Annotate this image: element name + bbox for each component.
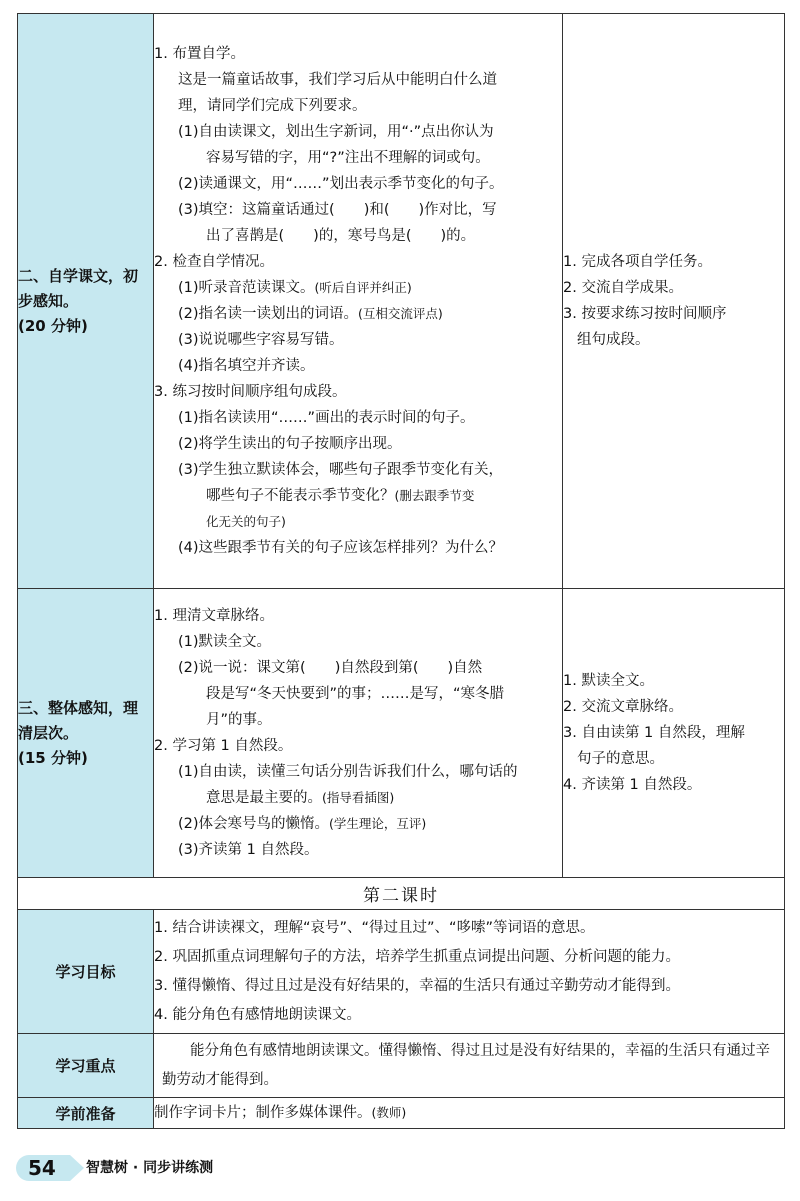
- activity-line: (4)指名填空并齐读。: [178, 358, 315, 374]
- page-footer: [16, 1149, 256, 1189]
- prep-text: 制作字词卡片；制作多媒体课件。: [154, 1105, 372, 1121]
- activity-heading: 1. 布置自学。: [154, 46, 245, 62]
- activity-line: 出了喜鹊是( )的，寒号鸟是( )的。: [206, 228, 476, 244]
- goals-content: [154, 910, 785, 1034]
- section-title: 第二课时: [18, 878, 785, 910]
- goal-item: 4. 能分角色有感情地朗读课文。: [154, 1006, 361, 1023]
- prep-line: [154, 1098, 784, 1128]
- focus-row: [18, 1034, 785, 1098]
- student-task: 2. 交流自学成果。: [563, 280, 683, 296]
- student-task: 1. 完成各项自学任务。: [563, 254, 712, 270]
- activity-line: [154, 301, 562, 327]
- activity-line: 这是一篇童话故事，我们学习后从中能明白什么道: [178, 72, 497, 88]
- activity-line: (3)说说哪些字容易写错。: [178, 332, 344, 348]
- activity-line: (2)读通课文，用“……”划出表示季节变化的句子。: [178, 176, 504, 192]
- activity-line: (1)指名读读用“……”画出的表示时间的句子。: [178, 410, 475, 426]
- stage-title-line: 三、整体感知，理: [18, 698, 139, 717]
- focus-content: [154, 1034, 785, 1098]
- section-header-row: [18, 878, 785, 910]
- stage-title-line: 步感知。: [18, 291, 79, 310]
- activity-line: (2)说一说：课文第( )自然段到第( )自然: [178, 660, 483, 676]
- page-number: 54: [28, 1156, 56, 1180]
- student-activities: [563, 589, 785, 878]
- student-task: 1. 默读全文。: [563, 673, 654, 689]
- activity-line: [154, 483, 562, 509]
- activity-heading: 2. 学习第 1 自然段。: [154, 738, 293, 754]
- activity-line: [154, 275, 562, 301]
- activity-line: 理，请同学们完成下列要求。: [178, 98, 367, 114]
- activity-note: (删去跟季节变: [394, 488, 475, 503]
- activity-line: 月”的事。: [206, 712, 272, 728]
- student-task: 3. 自由读第 1 自然段，理解: [563, 725, 745, 741]
- student-task: 3. 按要求练习按时间顺序: [563, 306, 727, 322]
- activity-note: (学生理论，互评): [329, 816, 427, 831]
- prep-content: [154, 1098, 785, 1129]
- activity-heading: 1. 理清文章脉络。: [154, 608, 274, 624]
- student-activities: [563, 14, 785, 589]
- stage-title-line: 二、自学课文，初: [18, 266, 139, 285]
- activity-line: 段是写“冬天快要到”的事；……是写，“寒冬腊: [206, 686, 505, 702]
- activity-line: (3)学生独立默读体会，哪些句子跟季节变化有关，: [178, 462, 504, 478]
- teacher-activities: [154, 589, 563, 878]
- stage-title-line: 清层次。: [18, 723, 79, 742]
- goal-item: 3. 懂得懒惰、得过且过是没有好结果的，幸福的生活只有通过辛勤劳动才能得到。: [154, 977, 680, 994]
- activity-line: [154, 785, 562, 811]
- student-task: 4. 齐读第 1 自然段。: [563, 777, 702, 793]
- activity-text: (2)体会寒号鸟的懒惰。: [178, 816, 330, 832]
- goal-item: 1. 结合讲读裸文，理解“哀号”、“得过且过”、“哆嗦”等词语的意思。: [154, 919, 595, 936]
- activity-note: (听后自评并纠正): [314, 280, 412, 295]
- activity-line: 容易写错的字，用“?”注出不理解的词或句。: [206, 150, 490, 166]
- goal-item: 2. 巩固抓重点词理解句子的方法，培养学生抓重点词提出问题、分析问题的能力。: [154, 948, 680, 965]
- activity-line: (3)齐读第 1 自然段。: [178, 842, 319, 858]
- activity-line: (1)默读全文。: [178, 634, 272, 650]
- teacher-activities: [154, 14, 563, 589]
- stage-row-self-study: [18, 14, 785, 589]
- book-brand: 智慧树 · 同步讲练测: [86, 1160, 214, 1176]
- student-task: 句子的意思。: [577, 751, 664, 767]
- student-task: 组句成段。: [577, 332, 650, 348]
- activity-text: (1)听录音范读课文。: [178, 280, 315, 296]
- goals-row: [18, 910, 785, 1034]
- activity-note: (指导看插图): [322, 790, 395, 805]
- prep-row: [18, 1098, 785, 1129]
- activity-line: (2)将学生读出的句子按顺序出现。: [178, 436, 402, 452]
- prep-label: 学前准备: [18, 1098, 154, 1129]
- stage-row-overall-perception: [18, 589, 785, 878]
- lesson-plan-table: [17, 13, 785, 1129]
- stage-label: [18, 14, 154, 589]
- activity-text: 意思是最主要的。: [206, 790, 322, 806]
- activity-heading: 2. 检查自学情况。: [154, 254, 274, 270]
- prep-note: (教师): [371, 1105, 407, 1120]
- activity-text: 哪些句子不能表示季节变化？: [206, 488, 395, 504]
- activity-line: [154, 811, 562, 837]
- activity-line: (3)填空：这篇童话通过( )和( )作对比，写: [178, 202, 497, 218]
- activity-line: (1)自由读课文，划出生字新词，用“·”点出你认为: [178, 124, 494, 140]
- activity-line: (1)自由读，读懂三句话分别告诉我们什么，哪句话的: [178, 764, 518, 780]
- focus-text: 能分角色有感情地朗读课文。懂得懒惰、得过且过是没有好结果的，幸福的生活只有通过辛勤劳动才能得到。: [162, 1042, 770, 1088]
- stage-label: [18, 589, 154, 878]
- activity-note: (互相交流评点): [358, 306, 443, 321]
- focus-label: 学习重点: [18, 1034, 154, 1098]
- activity-note: 化无关的句子): [206, 514, 286, 529]
- goals-label: 学习目标: [18, 910, 154, 1034]
- stage-duration: (15 分钟): [18, 748, 88, 767]
- student-task: 2. 交流文章脉络。: [563, 699, 683, 715]
- activity-text: (2)指名读一读划出的词语。: [178, 306, 359, 322]
- activity-line: (4)这些跟季节有关的句子应该怎样排列？为什么？: [178, 540, 504, 556]
- activity-heading: 3. 练习按时间顺序组句成段。: [154, 384, 347, 400]
- stage-duration: (20 分钟): [18, 316, 88, 335]
